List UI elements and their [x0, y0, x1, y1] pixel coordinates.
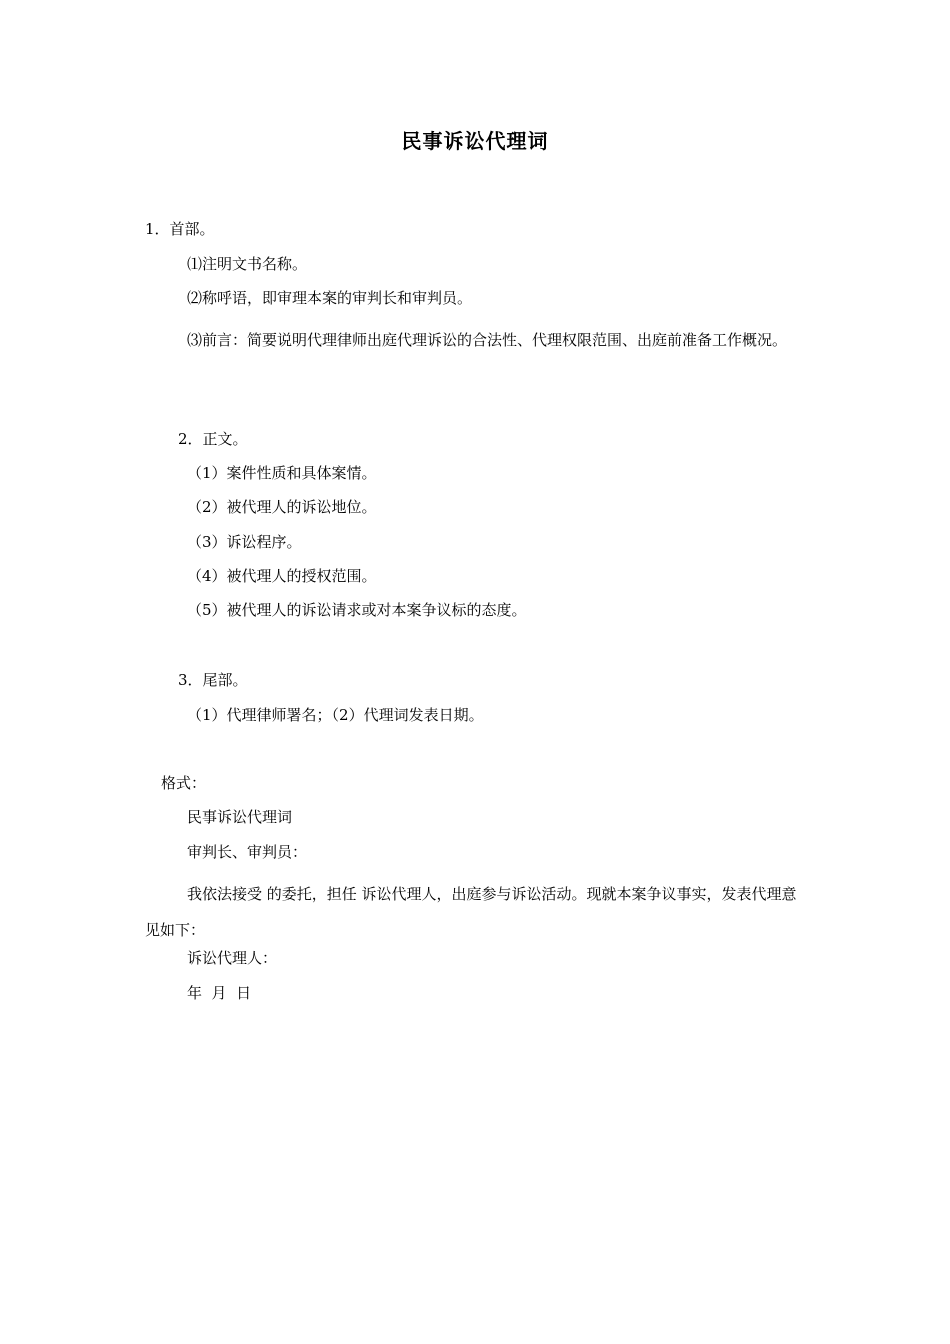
section-1-item-2: ⑵称呼语，即审理本案的审判长和审判员。 — [187, 289, 473, 307]
section-2-item-5: （5）被代理人的诉讼请求或对本案争议标的态度。 — [187, 601, 527, 619]
section-3-item-1: （1）代理律师署名；（2）代理词发表日期。 — [187, 706, 484, 724]
format-salutation: 审判长、审判员： — [187, 843, 308, 861]
section-1-item-1: ⑴注明文书名称。 — [187, 255, 308, 273]
document-title: 民事诉讼代理词 — [401, 129, 549, 153]
format-label: 格式： — [161, 774, 207, 792]
section-3-heading: 3．尾部。 — [178, 671, 248, 689]
format-signature: 诉讼代理人： — [187, 949, 278, 967]
format-doc-title: 民事诉讼代理词 — [187, 808, 293, 826]
format-date: 年 月 日 — [187, 984, 252, 1002]
section-2-item-2: （2）被代理人的诉讼地位。 — [187, 498, 377, 516]
section-1-item-3: ⑶前言：简要说明代理律师出庭代理诉讼的合法性、代理权限范围、出庭前准备工作概况。 — [187, 331, 788, 349]
section-2-item-1: （1）案件性质和具体案情。 — [187, 464, 377, 482]
section-2-item-4: （4）被代理人的授权范围。 — [187, 567, 377, 585]
section-1-heading: 1．首部。 — [145, 220, 215, 238]
section-2-item-3: （3）诉讼程序。 — [187, 533, 302, 551]
section-2-heading: 2．正文。 — [178, 430, 248, 448]
format-body: 我依法接受 的委托，担任 诉讼代理人，出庭参与诉讼活动。现就本案争议事实，发表代理意见如下： — [145, 885, 797, 939]
